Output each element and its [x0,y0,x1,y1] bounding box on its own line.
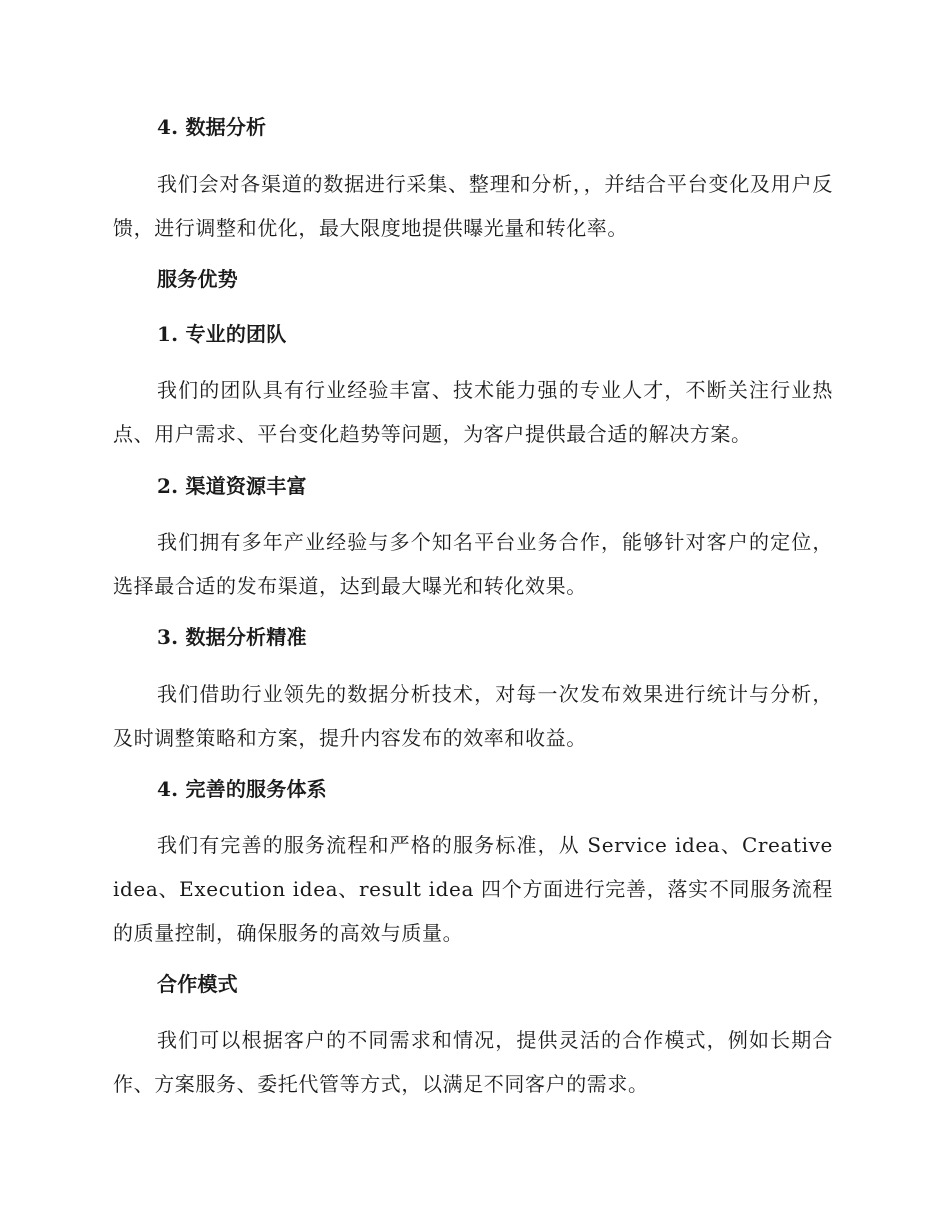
paragraph-professional-team: 我们的团队具有行业经验丰富、技术能力强的专业人才，不断关注行业热点、用户需求、平台变化趋势等问题，为客户提供最合适的解决方案。 [113,378,833,446]
section-heading-precise-analysis: 3. 数据分析精准 [157,625,307,649]
paragraph-channel-resources: 我们拥有多年产业经验与多个知名平台业务合作，能够针对客户的定位，选择最合适的发布渠道，达到最大曝光和转化效果。 [113,530,833,598]
section-heading-data-analysis: 4. 数据分析 [157,115,267,139]
paragraph-cooperation-mode: 我们可以根据客户的不同需求和情况，提供灵活的合作模式，例如长期合作、方案服务、委托代管等方式，以满足不同客户的需求。 [113,1028,833,1096]
section-heading-service-system: 4. 完善的服务体系 [157,777,327,801]
section-heading-channel-resources: 2. 渠道资源丰富 [157,474,307,498]
paragraph-precise-analysis: 我们借助行业领先的数据分析技术，对每一次发布效果进行统计与分析，及时调整策略和方案，提升内容发布的效率和收益。 [113,682,833,750]
paragraph-service-system: 我们有完善的服务流程和严格的服务标准，从 Service idea、Creative idea、Execution idea、result idea 四个方面进行完善，落实不同服务流程的质量控制，确保服务的高效与质量。 [113,833,833,945]
section-heading-professional-team: 1. 专业的团队 [157,322,287,346]
section-heading-service-advantages: 服务优势 [157,267,238,291]
paragraph-data-analysis: 我们会对各渠道的数据进行采集、整理和分析，，并结合平台变化及用户反馈，进行调整和优化，最大限度地提供曝光量和转化率。 [113,172,833,240]
section-heading-cooperation-mode: 合作模式 [157,972,238,996]
